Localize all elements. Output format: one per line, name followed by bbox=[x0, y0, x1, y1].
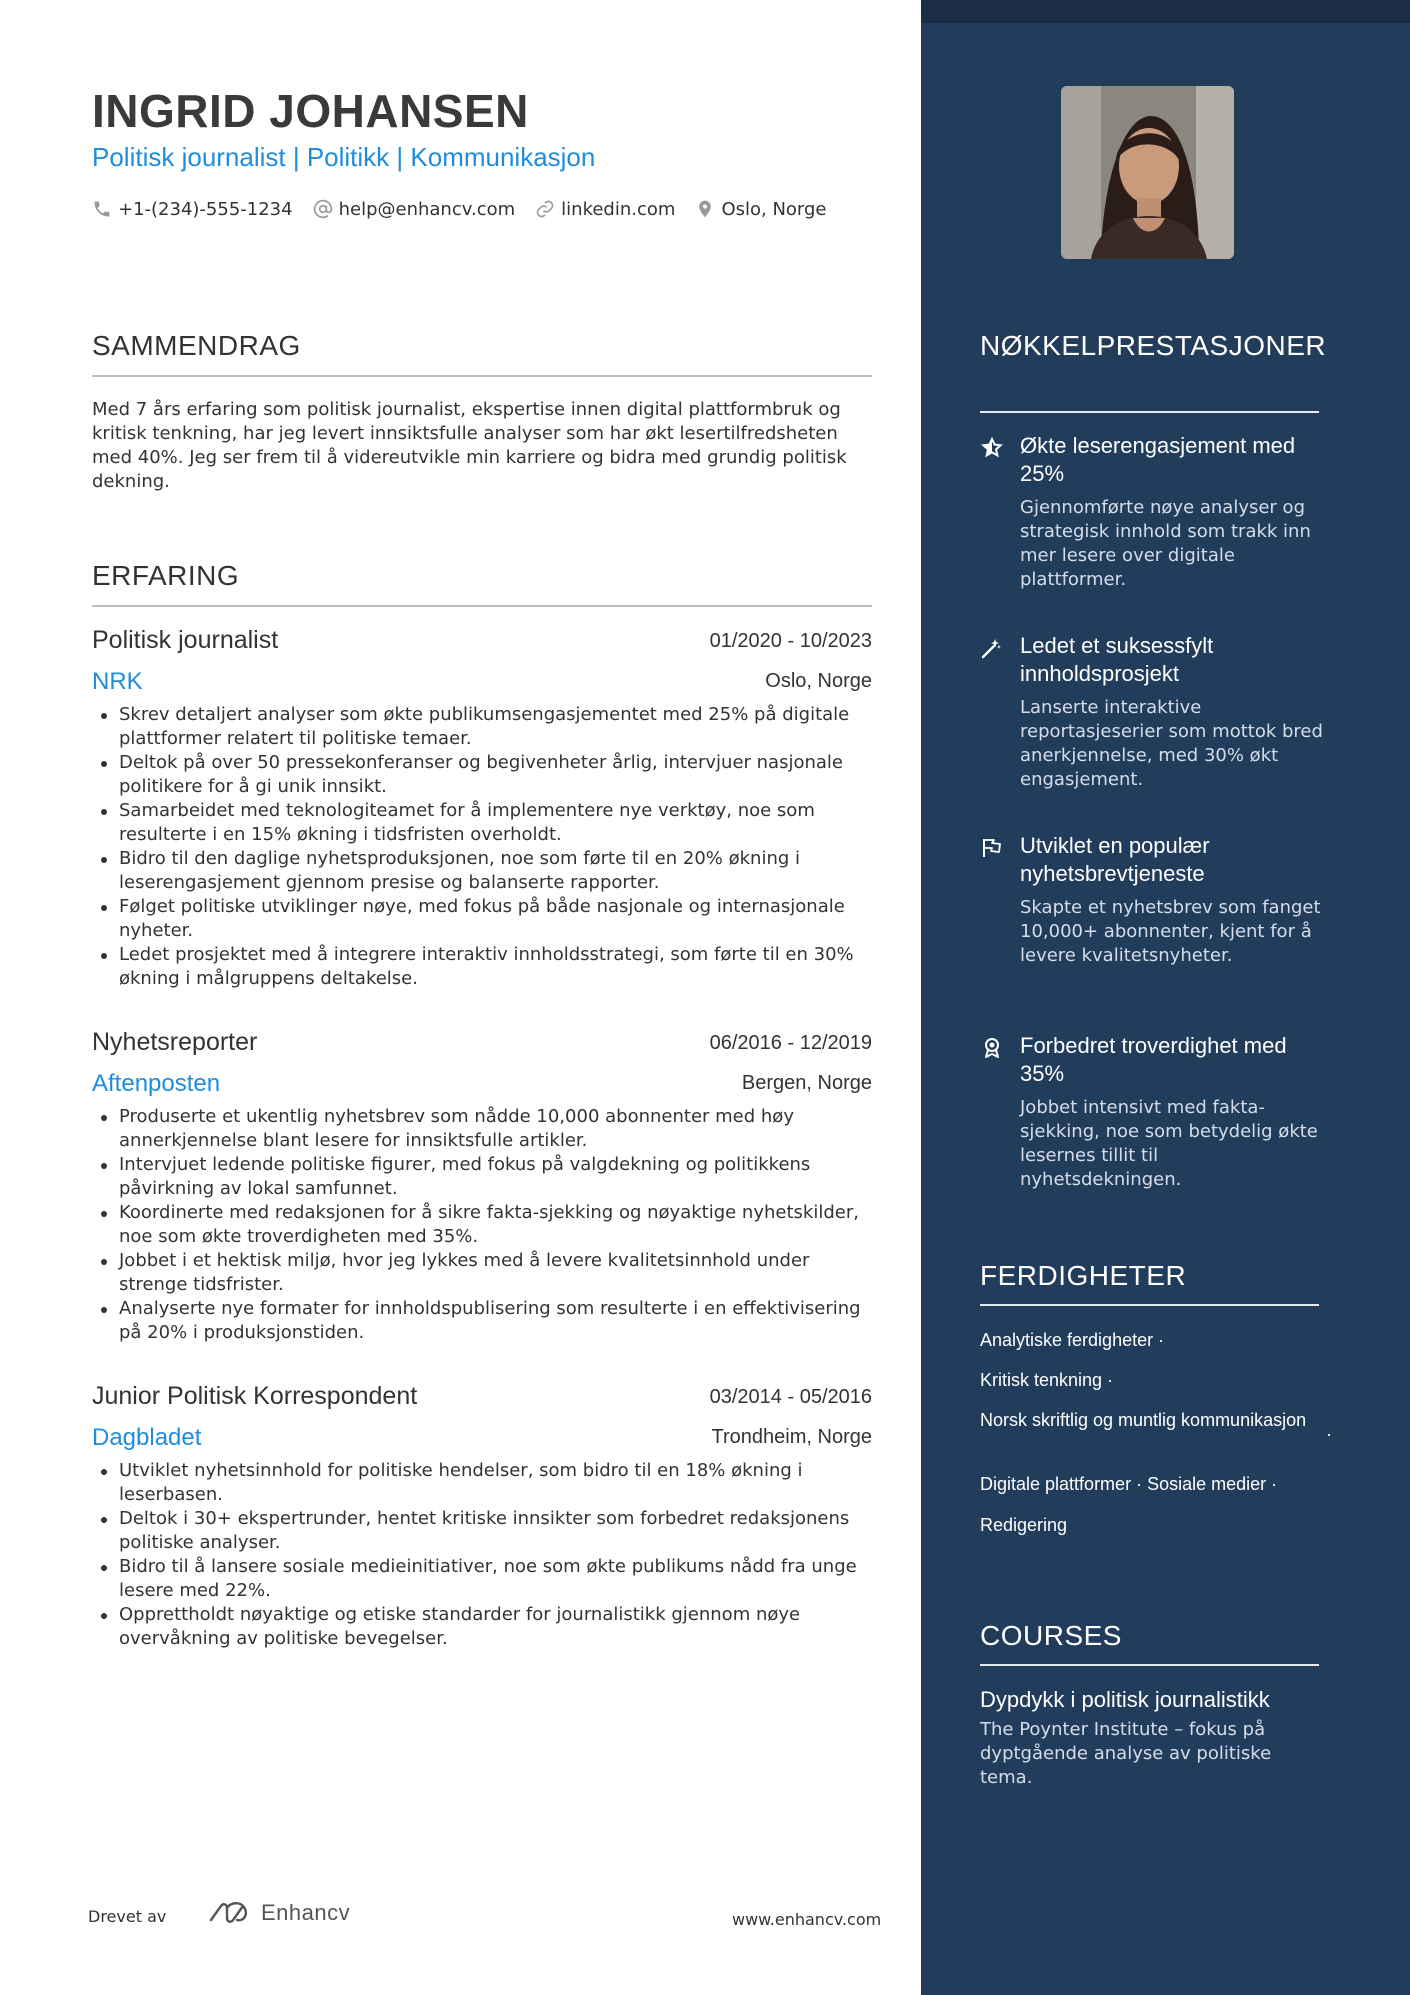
achievement-item bbox=[980, 1032, 1325, 1192]
skill-label: Kritisk tenkning bbox=[980, 1370, 1103, 1390]
phone-icon bbox=[92, 199, 112, 219]
contact-location-text: Oslo, Norge bbox=[721, 198, 827, 220]
job-bullets bbox=[92, 703, 882, 991]
magic-wand-icon bbox=[980, 636, 1004, 660]
job-dates: 03/2014 - 05/2016 bbox=[709, 1386, 872, 1408]
job-company: NRK bbox=[92, 668, 143, 695]
summary-heading: SAMMENDRAG bbox=[92, 330, 301, 361]
list-item: Intervjuet ledende politiske figurer, med fokus på valgdekning og politikkens påvirkning av lokal samfunnet. bbox=[92, 1153, 882, 1201]
job-title: Nyhetsreporter bbox=[92, 1028, 258, 1056]
contact-phone bbox=[92, 199, 293, 220]
footer-label: Drevet av bbox=[88, 1907, 167, 1926]
list-item: Samarbeidet med teknologiteamet for å implementere nye verktøy, noe som resulterte i en 15% økning i tidsfristen overholdt. bbox=[92, 799, 882, 847]
skill-label: Norsk skriftlig og muntlig kommunikasjon bbox=[980, 1410, 1307, 1430]
at-icon bbox=[313, 199, 333, 219]
job-dates: 06/2016 - 12/2019 bbox=[709, 1032, 872, 1054]
skill-item bbox=[980, 1513, 1067, 1537]
list-item: Opprettholdt nøyaktige og etiske standarder for journalistikk gjennom nøye overvåkning av politiske bevegelser. bbox=[92, 1603, 882, 1651]
job-location: Trondheim, Norge bbox=[711, 1426, 872, 1448]
skills-heading: FERDIGHETER bbox=[980, 1260, 1187, 1291]
job-location: Bergen, Norge bbox=[741, 1072, 872, 1094]
job-bullets bbox=[92, 1459, 882, 1651]
achievement-desc: Skapte et nyhetsbrev som fanget 10,000+ abonnenter, kjent for å levere kvalitetsnyheter. bbox=[1020, 897, 1321, 966]
list-item: Utviklet nyhetsinnhold for politiske hendelser, som bidro til en 18% økning i leserbasen. bbox=[92, 1459, 882, 1507]
courses-heading: COURSES bbox=[980, 1620, 1122, 1651]
achievement-item bbox=[980, 632, 1325, 792]
contact-email-text[interactable]: help@enhancv.com bbox=[338, 198, 516, 220]
list-item: Jobbet i et hektisk miljø, hvor jeg lykkes med å levere kvalitetsinnhold under strenge tidsfrister. bbox=[92, 1249, 882, 1297]
enhancv-logo-icon bbox=[207, 1900, 253, 1926]
skill-item: Norsk skriftlig og muntlig kommunikasjon · bbox=[980, 1410, 1332, 1444]
achievement-title: Økte leserengasjement med 25% bbox=[1020, 433, 1296, 486]
candidate-name: INGRID JOHANSEN bbox=[92, 85, 529, 137]
achievement-title: Forbedret troverdighet med 35% bbox=[1020, 1033, 1287, 1086]
sidebar bbox=[921, 0, 1410, 1995]
skill-label: Digitale plattformer bbox=[980, 1474, 1132, 1494]
achievement-desc: Jobbet intensivt med fakta-sjekking, noe som betydelig økte lesernes tillit til nyhetsdekningen. bbox=[1020, 1097, 1318, 1190]
contact-linkedin bbox=[535, 199, 675, 220]
contact-row bbox=[92, 196, 847, 222]
footer-url[interactable]: www.enhancv.com bbox=[732, 1910, 882, 1929]
list-item: Bidro til å lansere sosiale medieinitiativer, noe som økte publikums nådd fra unge lesere med 22%. bbox=[92, 1555, 882, 1603]
achievements-heading: NØKKELPRESTASJONER bbox=[980, 330, 1327, 361]
skill-label: Redigering bbox=[980, 1515, 1068, 1535]
flag-icon bbox=[980, 836, 1004, 860]
achievement-desc: Lanserte interaktive reportasjeserier som mottok bred anerkjennelse, med 30% økt engasjement. bbox=[1020, 697, 1323, 790]
list-item: Følget politiske utviklinger nøye, med fokus på både nasjonale og internasjonale nyheter. bbox=[92, 895, 882, 943]
profile-photo bbox=[1061, 86, 1234, 259]
award-medal-icon bbox=[980, 1036, 1004, 1060]
list-item: Koordinerte med redaksjonen for å sikre fakta-sjekking og nøyaktige nyhetskilder, noe som økte troverdigheten med 35%. bbox=[92, 1201, 882, 1249]
summary-rule bbox=[92, 375, 872, 377]
job-company: Dagbladet bbox=[92, 1424, 202, 1451]
job-bullets bbox=[92, 1105, 882, 1345]
contact-phone-text[interactable]: +1-(234)-555-1234 bbox=[118, 198, 293, 220]
experience-heading: ERFARING bbox=[92, 560, 240, 591]
skill-item: Kritisk tenkning · bbox=[980, 1370, 1114, 1390]
achievement-title: Utviklet en populær nyhetsbrevtjeneste bbox=[1020, 833, 1210, 886]
candidate-subtitle: Politisk journalist | Politikk | Kommunikasjon bbox=[92, 142, 596, 172]
skill-label: Analytiske ferdigheter bbox=[980, 1330, 1154, 1350]
summary-text: Med 7 års erfaring som politisk journalist, ekspertise innen digital plattformbruk og kritisk tenkning, har jeg levert innsiktsfulle analyser som har økt lesertilfredsheten med 40%. Jeg ser frem til å videreutvikle min karriere og bidra med grundig politisk dekning. bbox=[92, 399, 847, 492]
contact-email bbox=[313, 199, 516, 220]
list-item: Skrev detaljert analyser som økte publikumsengasjementet med 25% på digitale plattformer relatert til politiske temaer. bbox=[92, 703, 882, 751]
location-pin-icon bbox=[695, 198, 715, 220]
skill-label: Sosiale medier bbox=[1147, 1474, 1267, 1494]
star-icon bbox=[980, 436, 1004, 460]
courses-rule bbox=[980, 1664, 1319, 1666]
course-desc: The Poynter Institute – fokus på dyptgående analyse av politiske tema. bbox=[980, 1719, 1272, 1788]
job-dates: 01/2020 - 10/2023 bbox=[709, 630, 872, 652]
skill-item: Digitale plattformer · Sosiale medier · bbox=[980, 1474, 1278, 1494]
course-title: Dypdykk i politisk journalistikk bbox=[980, 1687, 1270, 1712]
footer-brand: Enhancv bbox=[261, 1900, 351, 1925]
list-item: Ledet prosjektet med å integrere interaktiv innholdsstrategi, som førte til en 30% økning i målgruppens deltakelse. bbox=[92, 943, 882, 991]
list-item: Deltok på over 50 pressekonferanser og begivenheter årlig, intervjuer nasjonale politikere for å gi unik innsikt. bbox=[92, 751, 882, 799]
list-item: Produserte et ukentlig nyhetsbrev som nådde 10,000 abonnenter med høy annerkjennelse blant lesere for innsiktsfulle artikler. bbox=[92, 1105, 882, 1153]
portrait-image bbox=[1061, 86, 1234, 259]
list-item: Bidro til den daglige nyhetsproduksjonen, noe som førte til en 20% økning i leserengasjement gjennom presise og balanserte rapporter. bbox=[92, 847, 882, 895]
sidebar-top-bar bbox=[921, 0, 1410, 23]
skill-item: Analytiske ferdigheter · bbox=[980, 1330, 1165, 1350]
footer-logo[interactable] bbox=[207, 1900, 350, 1926]
achievement-item bbox=[980, 432, 1325, 592]
contact-linkedin-text[interactable]: linkedin.com bbox=[561, 198, 676, 220]
achievement-desc: Gjennomførte nøye analyser og strategisk innhold som trakk inn mer lesere over digitale plattformer. bbox=[1020, 497, 1311, 590]
experience-rule bbox=[92, 605, 872, 607]
achievement-item bbox=[980, 832, 1325, 968]
job-location: Oslo, Norge bbox=[765, 670, 872, 692]
achievement-title: Ledet et suksessfylt innholdsprosjekt bbox=[1020, 633, 1214, 686]
job-company: Aftenposten bbox=[92, 1070, 221, 1097]
list-item: Analyserte nye formater for innholdspublisering som resulterte i en effektivisering på 20% i produksjonstiden. bbox=[92, 1297, 882, 1345]
skills-rule bbox=[980, 1304, 1319, 1306]
contact-location bbox=[695, 198, 826, 220]
job-title: Junior Politisk Korrespondent bbox=[92, 1382, 418, 1410]
list-item: Deltok i 30+ ekspertrunder, hentet kritiske innsikter som forbedret redaksjonens politiske analyser. bbox=[92, 1507, 882, 1555]
link-icon bbox=[535, 199, 555, 219]
job-title: Politisk journalist bbox=[92, 626, 279, 654]
achievements-rule bbox=[980, 411, 1319, 413]
